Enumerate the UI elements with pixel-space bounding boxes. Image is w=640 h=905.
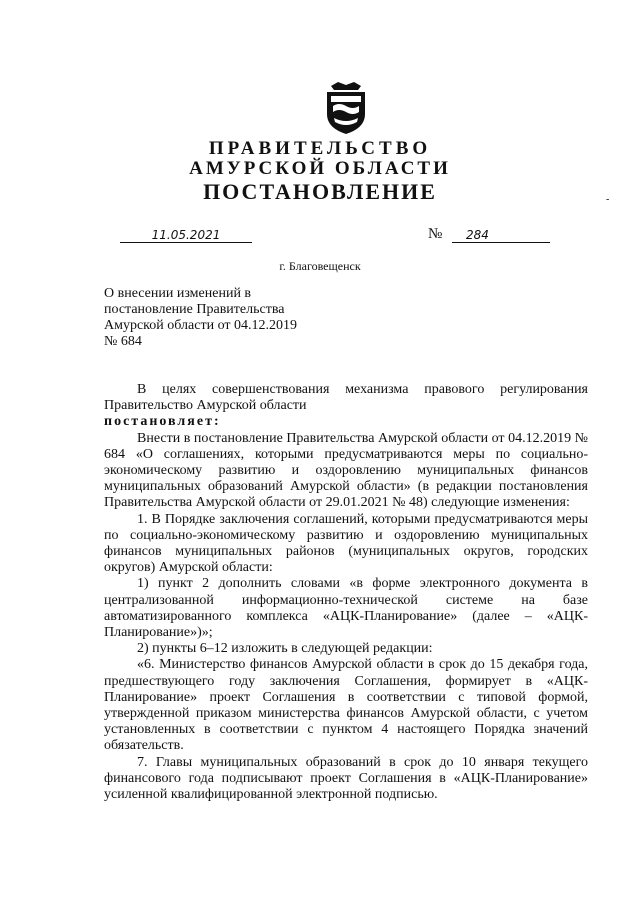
body-paragraph: 1) пункт 2 дополнить словами «в форме электронного документа в централизованной информационно-технической системе на базе автоматизированного комплекса «АЦК-Планирование» (далее – «АЦК-Планирование»)»; xyxy=(104,576,588,641)
document-subject xyxy=(104,286,297,350)
subject-line: постановление Правительства xyxy=(104,302,285,317)
subject-line: О внесении изменений в xyxy=(104,286,252,301)
city: г. Благовещенск xyxy=(279,259,361,273)
decree-keyword: постановляет: xyxy=(104,414,221,430)
body-paragraph: 1. В Порядке заключения соглашений, которыми предусматриваются меры по социально-экономическому развитию и оздоровлению муниципальных финансов муниципальных районов (муниципальных округов, городских округов) Амурской области: xyxy=(104,511,588,576)
document-type-heading: ПОСТАНОВЛЕНИЕ xyxy=(203,179,437,204)
scan-mark: - xyxy=(606,194,610,205)
document-date: 11.05.2021 xyxy=(120,228,252,243)
government-heading: ПРАВИТЕЛЬСТВО xyxy=(208,138,432,159)
body-paragraph: 7. Главы муниципальных образований в срок до 10 января текущего финансового года подписывают проект Соглашения в «АЦК-Планирование» усиленной квалифицированной электронной подписью. xyxy=(104,754,588,803)
number-sign: № xyxy=(428,226,443,242)
region-heading: АМУРСКОЙ ОБЛАСТИ xyxy=(189,158,451,179)
subject-line: Амурской области от 04.12.2019 xyxy=(104,318,297,333)
subject-line: № 684 xyxy=(104,334,142,349)
coat-of-arms-icon xyxy=(323,80,369,136)
body-paragraph: 2) пункты 6–12 изложить в следующей редакции: xyxy=(137,641,433,657)
body-paragraph: «6. Министерство финансов Амурской области в срок до 15 декабря года, предшествующего году заключения Соглашения, формирует в «АЦК-Планирование» проект Соглашения в соответствии с типовой формой, утвержденной приказом министерства финансов Амурской области, с учетом установленных в соответствии с пунктом 4 настоящего Порядка значений обязательств. xyxy=(104,657,588,754)
body-paragraph: Внести в постановление Правительства Амурской области от 04.12.2019 № 684 «О соглашениях, которыми предусматриваются меры по социально-экономическому развитию и оздоровлению муниципальных финансов муниципальных образований Амурской области» (в редакции постановления Правительства Амурской области от 29.01.2021 № 48) следующие изменения: xyxy=(104,430,588,511)
document-body xyxy=(104,382,588,803)
intro-paragraph: В целях совершенствования механизма правового регулирования Правительство Амурской области xyxy=(104,382,588,414)
document-number: 284 xyxy=(452,228,550,243)
